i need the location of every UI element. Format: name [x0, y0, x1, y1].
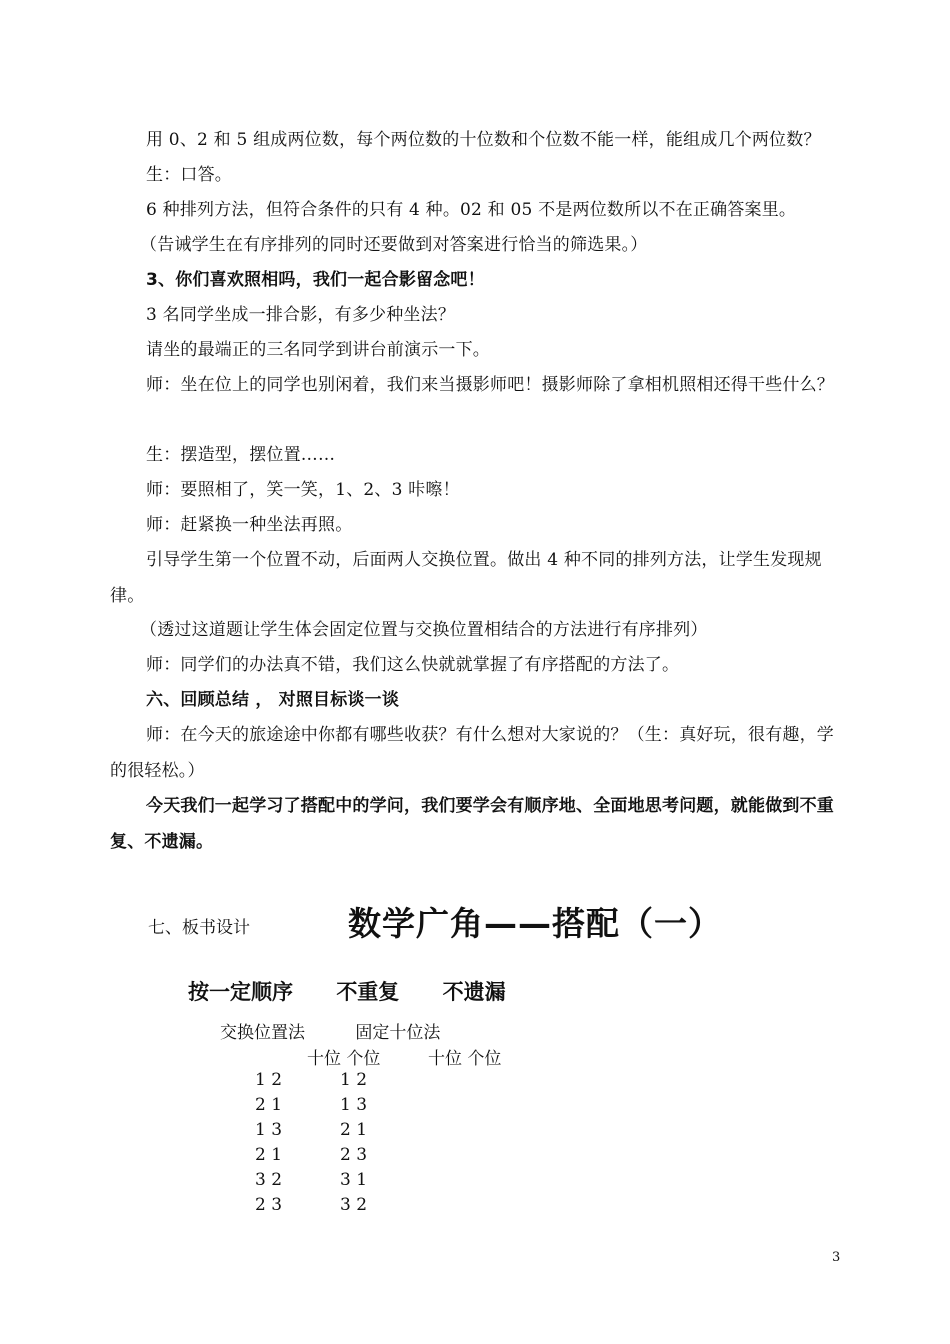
list-item: 3 2	[340, 1195, 368, 1215]
paragraph-note-filter: （告诫学生在有序排列的同时还要做到对答案进行恰当的筛选果。）	[140, 235, 648, 255]
paragraph-summary: 今天我们一起学习了搭配中的学问，我们要学会有顺序地、全面地思考问题，就能做到不重复、不遗漏。	[110, 796, 834, 852]
page-number: 3	[832, 1250, 841, 1265]
paragraph-teacher-harvest: 师：在今天的旅途途中你都有哪些收获？有什么想对大家说的？（生：真好玩，很有趣，学的很轻松。）	[110, 725, 834, 781]
paragraph-note-method: （透过这道题让学生体会固定位置与交换位置相结合的方法进行有序排列）	[140, 620, 708, 640]
paragraph-seating-question: 3 名同学坐成一排合影，有多少种坐法？	[146, 305, 456, 325]
list-item: 1 3	[340, 1095, 368, 1115]
method-labels	[220, 1018, 440, 1043]
list-item: 1 3	[255, 1120, 283, 1140]
list-item: 3 2	[255, 1170, 283, 1190]
list-item: 2 1	[255, 1095, 283, 1115]
fixed-pairs-list	[340, 1068, 367, 1218]
list-item: 1 2	[255, 1070, 283, 1090]
board-motto	[188, 976, 524, 1006]
list-item: 2 1	[255, 1145, 283, 1165]
paragraph-student-pose: 生：摆造型，摆位置……	[146, 445, 336, 465]
paragraph-teacher-smile: 师：要照相了，笑一笑，1、2、3 咔嚓！	[146, 480, 460, 500]
section-review-heading: 六、回顾总结 ， 对照目标谈一谈	[146, 690, 400, 710]
list-item: 1 2	[340, 1070, 368, 1090]
motto-no-repeat: 不重复	[336, 980, 400, 1004]
paragraph-question: 用 0、2 和 5 组成两位数，每个两位数的十位数和个位数不能一样，能组成几个两位数？	[146, 130, 821, 150]
paragraph-photo-heading: 3、你们喜欢照相吗，我们一起合影留念吧！	[146, 270, 485, 290]
paragraph-demo: 请坐的最端正的三名同学到讲台前演示一下。	[146, 340, 490, 360]
motto-order: 按一定顺序	[188, 980, 293, 1004]
paragraph-teacher-praise: 师：同学们的办法真不错，我们这么快就就掌握了有序搭配的方法了。	[146, 655, 680, 675]
column-header-1: 十位 个位	[307, 1049, 381, 1069]
exchange-pairs-list	[255, 1068, 282, 1218]
board-section-label: 七、板书设计	[148, 918, 250, 938]
method-exchange-label: 交换位置法	[220, 1023, 305, 1043]
motto-no-miss: 不遗漏	[442, 980, 506, 1004]
paragraph-teacher-switch: 师：赶紧换一种坐法再照。	[146, 515, 353, 535]
paragraph-teacher-photographer: 师：坐在位上的同学也别闲着，我们来当摄影师吧！摄影师除了拿相机照相还得干些什么？	[146, 375, 834, 395]
paragraph-student-answer: 生：口答。	[146, 165, 232, 185]
board-title: 数学广角——搭配（一）	[348, 904, 722, 943]
list-item: 2 3	[340, 1145, 368, 1165]
list-item: 2 1	[340, 1120, 368, 1140]
paragraph-guide: 引导学生第一个位置不动，后面两人交换位置。做出 4 种不同的排列方法，让学生发现规律。	[110, 550, 822, 606]
list-item: 3 1	[340, 1170, 368, 1190]
column-header-2: 十位 个位	[428, 1049, 502, 1069]
method-fixed-label: 固定十位法	[355, 1023, 441, 1043]
list-item: 2 3	[255, 1195, 283, 1215]
paragraph-six-methods: 6 种排列方法，但符合条件的只有 4 种。02 和 05 不是两位数所以不在正确答案里。	[146, 200, 797, 220]
